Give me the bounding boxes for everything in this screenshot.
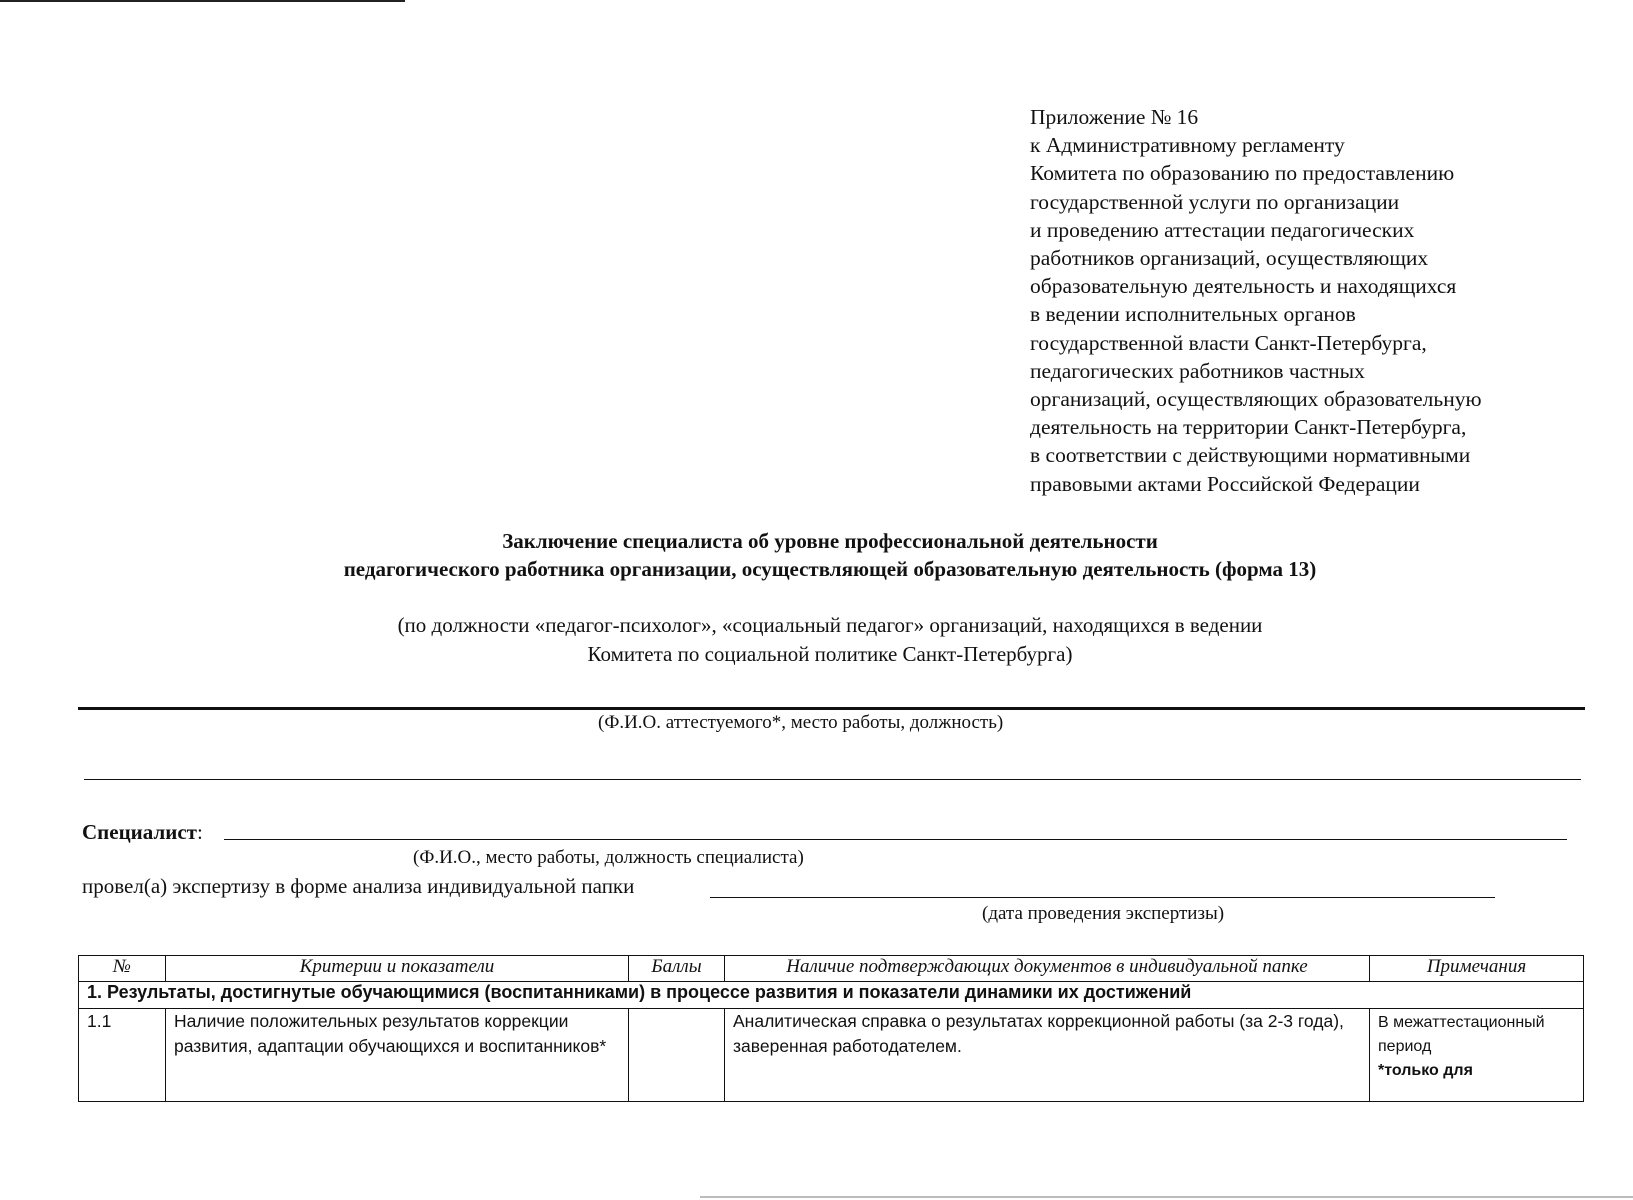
appendix-line: к Административному регламенту <box>1030 133 1345 158</box>
cell-docs: Аналитическая справка о результатах коррекционной работы (за 2-3 года), заверенная работодателем. <box>725 1009 1370 1102</box>
criteria-table <box>78 955 1584 1102</box>
document-title: Заключение специалиста об уровне профессиональной деятельности <box>502 529 1158 553</box>
section-title: 1. Результаты, достигнутые обучающимися (воспитанниками) в процессе развития и показатели динамики их достижений <box>79 982 1584 1009</box>
appendix-line: организаций, осуществляющих образовательную <box>1030 387 1482 412</box>
notes-text-bold: *только для <box>1378 1062 1473 1079</box>
scan-edge-top <box>0 0 405 2</box>
cell-criteria: Наличие положительных результатов коррекции развития, адаптации обучающихся и воспитанников* <box>166 1009 629 1102</box>
appendix-header <box>1030 103 1590 498</box>
section-row <box>79 982 1584 1009</box>
appendix-line: педагогических работников частных <box>1030 358 1365 383</box>
appendix-line: государственной власти Санкт-Петербурга, <box>1030 330 1427 355</box>
header-notes: Примечания <box>1370 956 1584 982</box>
appendix-line: образовательную деятельность и находящихся <box>1030 274 1457 299</box>
cell-score <box>629 1009 725 1102</box>
header-score: Баллы <box>629 956 725 982</box>
appendix-line: в соответствии с действующими нормативными <box>1030 443 1471 468</box>
header-docs: Наличие подтверждающих документов в индивидуальной папке <box>725 956 1370 982</box>
expertise-text: провел(а) экспертизу в форме анализа индивидуальной папки <box>82 874 635 898</box>
date-caption: (дата проведения экспертизы) <box>982 903 1225 924</box>
appendix-line: деятельность на территории Санкт-Петербурга, <box>1030 415 1467 440</box>
document-subtitle-line2: Комитета по социальной политике Санкт-Петербурга) <box>587 642 1073 666</box>
specialist-colon: : <box>197 820 203 844</box>
header-num: № <box>79 956 166 982</box>
specialist-caption: (Ф.И.О., место работы, должность специалиста) <box>413 847 804 868</box>
notes-text: В межаттестационный период <box>1378 1014 1545 1055</box>
scan-edge-bottom <box>700 1196 1633 1198</box>
specialist-label: Специалист <box>82 820 197 844</box>
cell-num: 1.1 <box>79 1009 166 1102</box>
appendix-line: работников организаций, осуществляющих <box>1030 246 1429 271</box>
fio-underline <box>78 707 1585 710</box>
header-criteria: Критерии и показатели <box>166 956 629 982</box>
table-header-row <box>79 956 1584 982</box>
appendix-line: государственной услуги по организации <box>1030 189 1400 214</box>
specialist-underline <box>224 839 1567 840</box>
appendix-line: и проведению аттестации педагогических <box>1030 217 1415 242</box>
appendix-line: в ведении исполнительных органов <box>1030 302 1356 327</box>
date-underline <box>710 897 1495 898</box>
document-subtitle: (по должности «педагог-психолог», «социальный педагог» организаций, находящихся в ведении <box>397 613 1263 637</box>
specialist-row <box>82 820 203 845</box>
appendix-line: Комитета по образованию по предоставлению <box>1030 161 1455 186</box>
appendix-line: Приложение № 16 <box>1030 105 1199 129</box>
fio-extra-underline <box>84 779 1581 780</box>
appendix-line: правовыми актами Российской Федерации <box>1030 471 1420 496</box>
table-row <box>79 1009 1584 1102</box>
document-title-line2: педагогического работника организации, осуществляющей образовательную деятельность (форма 13) <box>343 557 1317 581</box>
cell-notes <box>1370 1009 1584 1102</box>
fio-caption: (Ф.И.О. аттестуемого*, место работы, должность) <box>598 712 1004 733</box>
